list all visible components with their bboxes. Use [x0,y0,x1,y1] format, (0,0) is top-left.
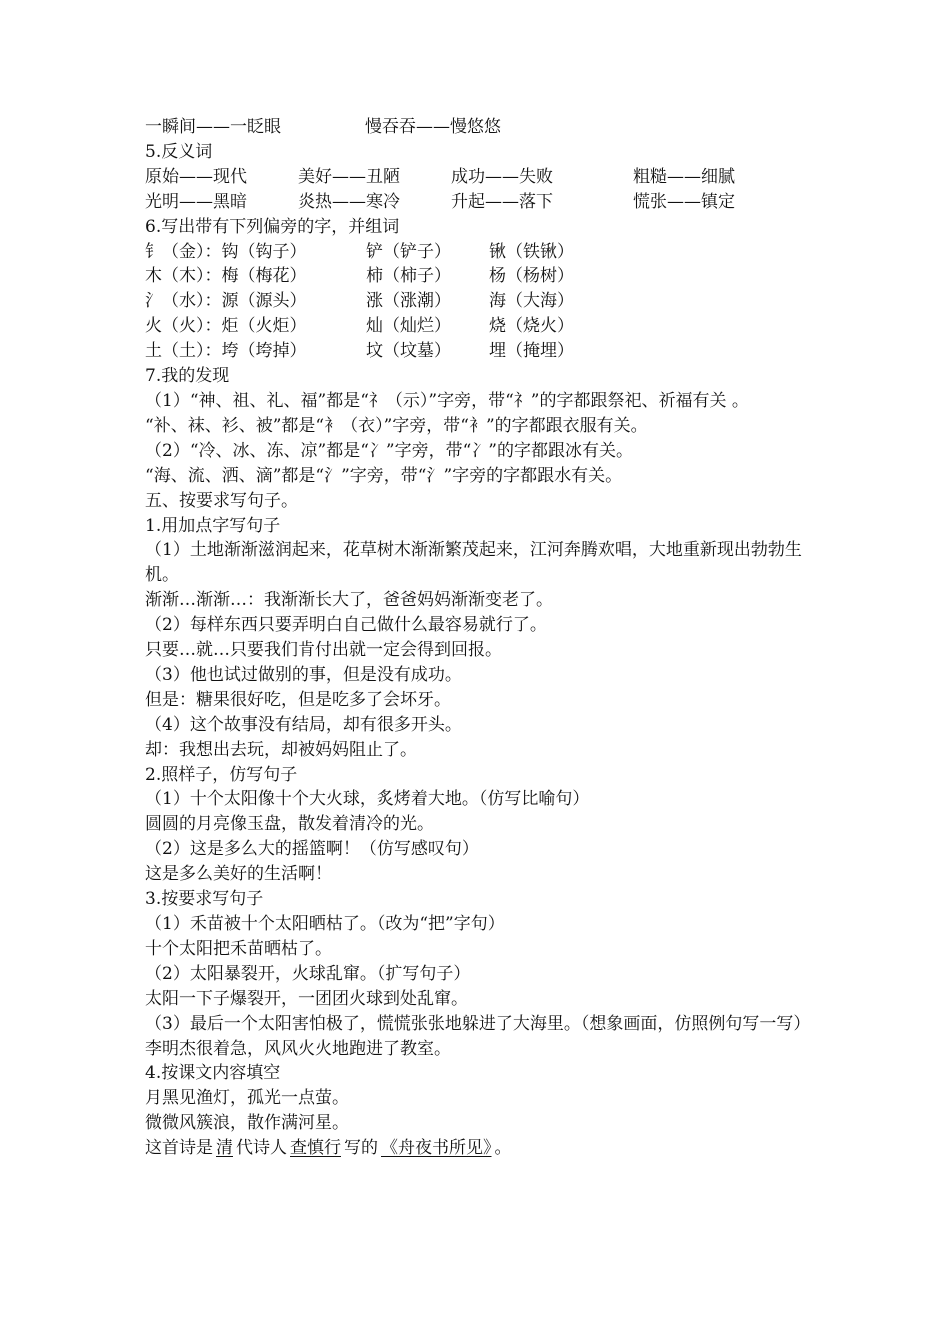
document-body [145,115,815,1161]
exercise-line: （1）禾苗被十个太阳晒枯了。（改为“把”字句） [145,914,505,934]
antonym-pair: 慌张——镇定 [633,191,735,212]
antonym-row [145,190,815,215]
fill-text: 写的 [344,1138,378,1159]
antonym-row [145,165,815,190]
exercise-line: （2）太阳暴裂开，火球乱窜。（扩写句子） [145,963,471,984]
synonym-pair: 慢吞吞——慢悠悠 [365,117,501,137]
antonym-pair: 原始——现代 [145,166,247,187]
exercise-line: （3）他也试过做别的事，但是没有成功。 [145,664,462,685]
radical-word: 坟（坟墓） [366,341,451,362]
radical-word: 埋（掩埋） [489,341,574,362]
exercise-line: （1）十个太阳像十个大火球，炙烤着大地。（仿写比喻句） [145,789,590,810]
antonym-pair: 炎热——寒冷 [298,191,400,212]
antonym-pair: 升起——落下 [451,191,553,212]
radical-heading: 6.写出带有下列偏旁的字，并组词 [145,216,400,237]
discovery-paragraph: （2）“冷、冰、冻、凉”都是“冫”字旁，带“冫”的字都跟冰有关。 [145,440,633,461]
exercise-line: （1）土地渐渐滋润起来，花草树木渐渐繁茂起来，江河奔腾欢唱，大地重新现出勃勃生机。 [145,540,802,586]
subsection-heading: 4.按课文内容填空 [145,1063,281,1084]
exercise-line: （2）每样东西只要弄明白自己做什么最容易就行了。 [145,615,547,636]
antonym-pair: 粗糙——细腻 [633,166,735,187]
exercise-line: 渐渐…渐渐…：我渐渐长大了，爸爸妈妈渐渐变老了。 [145,590,553,611]
exercise-line: 只要…就…只要我们肯付出就一定会得到回报。 [145,640,502,661]
radical-row [145,264,815,289]
exercise-line: 太阳一下子爆裂开，一团团火球到处乱窜。 [145,988,468,1009]
exercise-line: 圆圆的月亮像玉盘，散发着清冷的光。 [145,814,434,835]
subsection-heading: 1.用加点字写句子 [145,515,281,536]
exercise-line: （2）这是多么大的摇篮啊！（仿写感叹句） [145,839,479,860]
discovery-heading: 7.我的发现 [145,366,230,387]
discovery-paragraph: “海、流、洒、滴”都是“氵”字旁，带“氵”字旁的字都跟水有关。 [145,465,623,486]
antonym-pair: 美好——丑陋 [298,166,400,187]
exercise-line: （3）最后一个太阳害怕极了，慌慌张张地躲进了大海里。（想象画面，仿照例句写一写） [145,1013,811,1034]
section-heading: 五、按要求写句子。 [145,490,298,511]
fill-text: 。 [494,1138,512,1159]
discovery-paragraph: “补、袜、衫、被”都是“衤（衣）”字旁，带“衤”的字都跟衣服有关。 [145,415,648,436]
fill-text: 代诗人 [236,1138,287,1159]
radical-word: 土（土）：垮（垮掉） [145,341,307,362]
radical-word: 钅（金）：钩（钩子） [145,241,307,262]
radical-word: 铲（铲子） [366,241,451,262]
radical-word: 杨（杨树） [489,266,574,287]
synonym-pair: 一瞬间——一眨眼 [145,117,281,137]
exercise-line: （4）这个故事没有结局，却有很多开头。 [145,714,462,735]
exercise-line: 李明杰很着急，风风火火地跑进了教室。 [145,1038,451,1059]
antonym-heading: 5.反义词 [145,141,213,162]
exercise-line: 这是多么美好的生活啊！ [145,864,332,885]
exercise-line: 但是：糖果很好吃，但是吃多了会坏牙。 [145,689,451,710]
fill-answer-dynasty: 清 [216,1138,233,1159]
discovery-paragraph: （1）“神、祖、礼、福”都是“礻（示）”字旁，带“礻”的字都跟祭祀、祈福有关 。 [145,390,749,411]
antonym-pair: 成功——失败 [451,166,553,187]
radical-word: 海（大海） [489,291,574,312]
radical-word: 木（木）：梅（梅花） [145,266,307,287]
fill-answer-poet: 查慎行 [290,1138,341,1159]
radical-word: 灿（灿烂） [366,316,451,337]
poem-line: 微微风簇浪，散作满河星。 [145,1113,349,1134]
fill-answer-title: 《舟夜书所见》 [381,1138,492,1159]
radical-word: 氵（水）：源（源头） [145,291,307,312]
exercise-line: 却：我想出去玩，却被妈妈阻止了。 [145,739,417,760]
radical-word: 锹（铁锹） [489,241,574,262]
radical-word: 柿（柿子） [366,266,451,287]
radical-word: 涨（涨潮） [366,291,451,312]
radical-word: 火（火）：炬（火炬） [145,316,307,337]
antonym-pair: 光明——黑暗 [145,191,247,212]
subsection-heading: 2.照样子，仿写句子 [145,764,298,785]
radical-row [145,240,815,265]
fill-in-sentence [145,1136,815,1161]
radical-row [145,339,815,364]
fill-text: 这首诗是 [145,1138,213,1159]
radical-word: 烧（烧火） [489,316,574,337]
radical-row [145,289,815,314]
exercise-line: 十个太阳把禾苗晒枯了。 [145,938,332,959]
synonym-row [145,115,815,140]
poem-line: 月黑见渔灯，孤光一点萤。 [145,1088,349,1109]
radical-row [145,314,815,339]
subsection-heading: 3.按要求写句子 [145,889,264,910]
